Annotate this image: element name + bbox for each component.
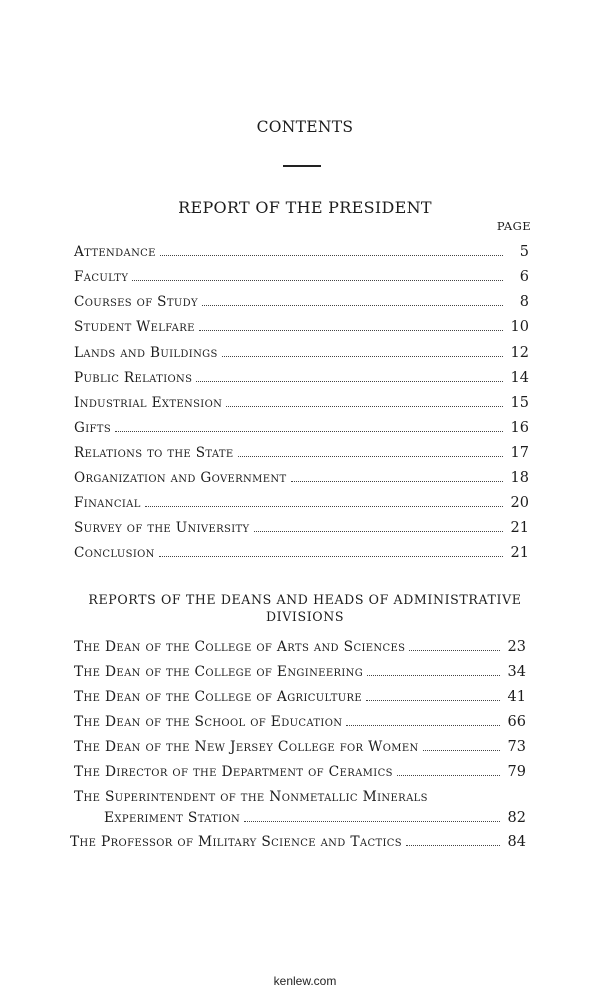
toc-entry-title: Attendance (74, 244, 156, 260)
toc-entry-title: Industrial Extension (74, 395, 223, 411)
dot-leader (222, 356, 503, 357)
toc-entry-page: 34 (507, 664, 526, 680)
toc-entry-title-line2: Experiment Station (104, 810, 241, 826)
dot-leader (238, 456, 503, 457)
dot-leader (409, 650, 500, 651)
dot-leader (406, 845, 500, 846)
toc-entry-title: Faculty (74, 269, 129, 285)
toc-entry-title: Survey of the University (74, 520, 250, 536)
dot-leader (132, 280, 503, 281)
toc-entry-title: The Dean of the College of Arts and Sciences (74, 639, 406, 655)
report-section-heading: REPORT OF THE PRESIDENT (178, 198, 432, 217)
toc-entry-title: Conclusion (74, 545, 155, 561)
toc-entry-page: 14 (510, 370, 529, 386)
dot-leader (199, 330, 503, 331)
toc-entry-title: Gifts (74, 420, 112, 436)
toc-entry (74, 367, 529, 387)
toc-entry (74, 517, 529, 537)
toc-entry-page: 8 (519, 294, 529, 310)
dot-leader (202, 305, 503, 306)
toc-entry-page: 84 (507, 834, 526, 850)
dot-leader (397, 775, 500, 776)
toc-entry (74, 686, 526, 706)
toc-entry (74, 241, 529, 261)
toc-entry-page: 41 (507, 689, 526, 705)
toc-entry (74, 467, 529, 487)
toc-entry-page: 73 (507, 739, 526, 755)
dot-leader (423, 750, 500, 751)
dot-leader (367, 675, 500, 676)
toc-entry-title: Relations to the State (74, 445, 234, 461)
toc-entry-title-line1: The Superintendent of the Nonmetallic Minerals (74, 789, 428, 805)
toc-entry (74, 291, 529, 311)
toc-entry-title: Lands and Buildings (74, 345, 218, 361)
toc-entry-title: The Dean of the New Jersey College for Women (74, 739, 419, 755)
toc-entry (74, 492, 529, 512)
toc-entry (74, 266, 529, 286)
toc-entry (74, 542, 529, 562)
dot-leader (115, 431, 503, 432)
toc-entry-page: 12 (510, 345, 529, 361)
toc-entry (74, 736, 526, 756)
toc-entry-page: 15 (510, 395, 529, 411)
toc-entry-page: 21 (510, 520, 529, 536)
dot-leader (244, 821, 500, 822)
deans-heading-line2: DIVISIONS (265, 609, 345, 624)
toc-entry-page: 18 (510, 470, 529, 486)
toc-entry-page: 20 (510, 495, 529, 511)
toc-entry-title: The Director of the Department of Ceramics (74, 764, 393, 780)
toc-entry (74, 417, 529, 437)
dot-leader (291, 481, 504, 482)
contents-title: CONTENTS (256, 118, 354, 136)
toc-entry (70, 831, 526, 851)
toc-entry (74, 442, 529, 462)
toc-entry-page: 10 (510, 319, 529, 335)
toc-entry-title: Financial (74, 495, 141, 511)
dot-leader (346, 725, 500, 726)
toc-entry (74, 392, 529, 412)
toc-entry-page: 6 (519, 269, 529, 285)
deans-heading-line1: REPORTS OF THE DEANS AND HEADS OF ADMINISTRATIVE (88, 592, 522, 607)
toc-entry-page: 66 (507, 714, 526, 730)
toc-entry-title: The Dean of the College of Agriculture (74, 689, 363, 705)
toc-entry-page: 79 (507, 764, 526, 780)
toc-entry (74, 342, 529, 362)
dot-leader (196, 381, 503, 382)
toc-entry-title: Courses of Study (74, 294, 198, 310)
toc-entry-page: 21 (510, 545, 529, 561)
toc-entry-page: 16 (510, 420, 529, 436)
toc-entry-title: The Dean of the School of Education (74, 714, 343, 730)
dot-leader (145, 506, 503, 507)
toc-entry (74, 661, 526, 681)
toc-entry-page: 82 (507, 810, 526, 826)
toc-entry (74, 316, 529, 336)
toc-entry (74, 711, 526, 731)
dot-leader (226, 406, 503, 407)
page-column-label: PAGE (496, 219, 531, 233)
toc-entry-title: Student Welfare (74, 319, 195, 335)
title-divider (283, 165, 321, 167)
toc-entry-page: 23 (507, 639, 526, 655)
dot-leader (159, 556, 503, 557)
toc-entry-superintendent (74, 789, 526, 829)
toc-entry-title: The Dean of the College of Engineering (74, 664, 364, 680)
toc-entry-title: The Professor of Military Science and Tactics (70, 834, 403, 850)
toc-entry-title: Public Relations (74, 370, 193, 386)
toc-entry-title: Organization and Government (74, 470, 287, 486)
toc-entry-page: 17 (510, 445, 529, 461)
deans-section-heading (60, 591, 550, 625)
toc-entry (74, 636, 526, 656)
dot-leader (254, 531, 503, 532)
watermark-text: kenlew.com (273, 974, 337, 988)
dot-leader (366, 700, 500, 701)
dot-leader (160, 255, 503, 256)
toc-entry (74, 761, 526, 781)
toc-entry-page: 5 (519, 244, 529, 260)
